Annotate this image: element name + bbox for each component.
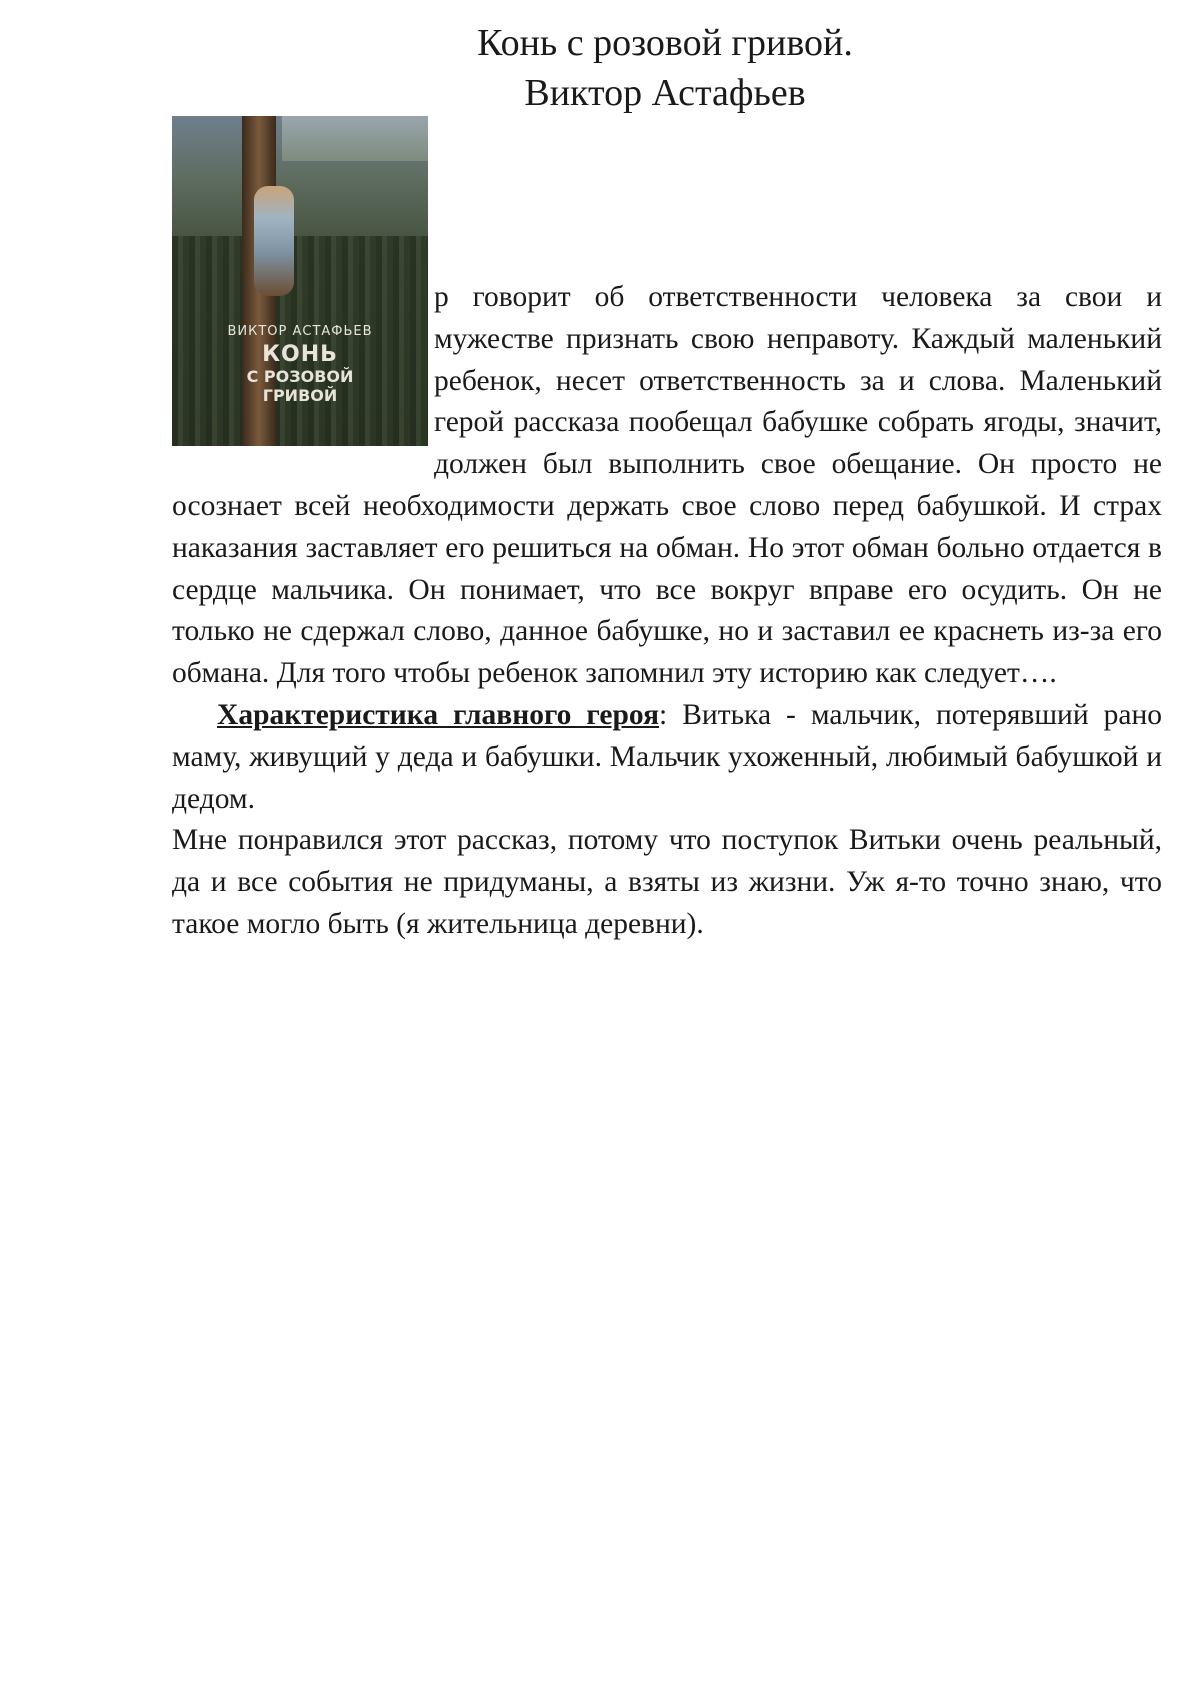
image-float-spacer <box>172 277 434 445</box>
paragraph-3: Мне понравился этот рассказ, потому что поступок Витьки очень реальный, да и все события не придуманы, а взяты из жизни. Уж я-то точно знаю, что такое могло быть (я жительница деревни). <box>172 824 1162 940</box>
cover-sky <box>282 116 428 161</box>
cover-title-line-1: КОНЬ <box>262 342 338 367</box>
character-heading: Характеристика главного героя <box>217 698 660 731</box>
title-line-1: Конь с розовой гривой. <box>477 22 853 64</box>
character-paragraph <box>172 695 1162 820</box>
character-text: : Витька - мальчик, потерявший рано маму, живущий у деда и бабушки. Мальчик ухоженный, любимый бабушкой и дедом. <box>172 698 1162 815</box>
cover-title-line-2: С РОЗОВОЙ <box>246 367 354 386</box>
document-body <box>172 277 1162 946</box>
cover-title-line-3: ГРИВОЙ <box>262 386 338 405</box>
document-title <box>0 18 1190 118</box>
title-line-2: Виктор Астафьев <box>524 72 806 114</box>
paragraph-1: р говорит об ответственности человека за свои и мужестве признать свою неправоту. Каждый маленький ребенок, несет ответственность за и слова. Маленький герой рассказа пообещал бабушке собрать ягоды, значит, должен был выполнить свое обещание. Он просто не осознает всей необходимости держать свое слово перед бабушкой. И страх наказания заставляет его решиться на обман. Но этот обман больно отдается в сердце мальчика. Он понимает, что все вокруг вправе его осудить. Он не только не сдержал слово, данное бабушке, но и заставил ее краснеть из-за его обмана. Для того чтобы ребенок запомнил эту историю как следует…. <box>172 281 1162 690</box>
cover-author: ВИКТОР АСТАФЬЕВ <box>227 324 373 339</box>
